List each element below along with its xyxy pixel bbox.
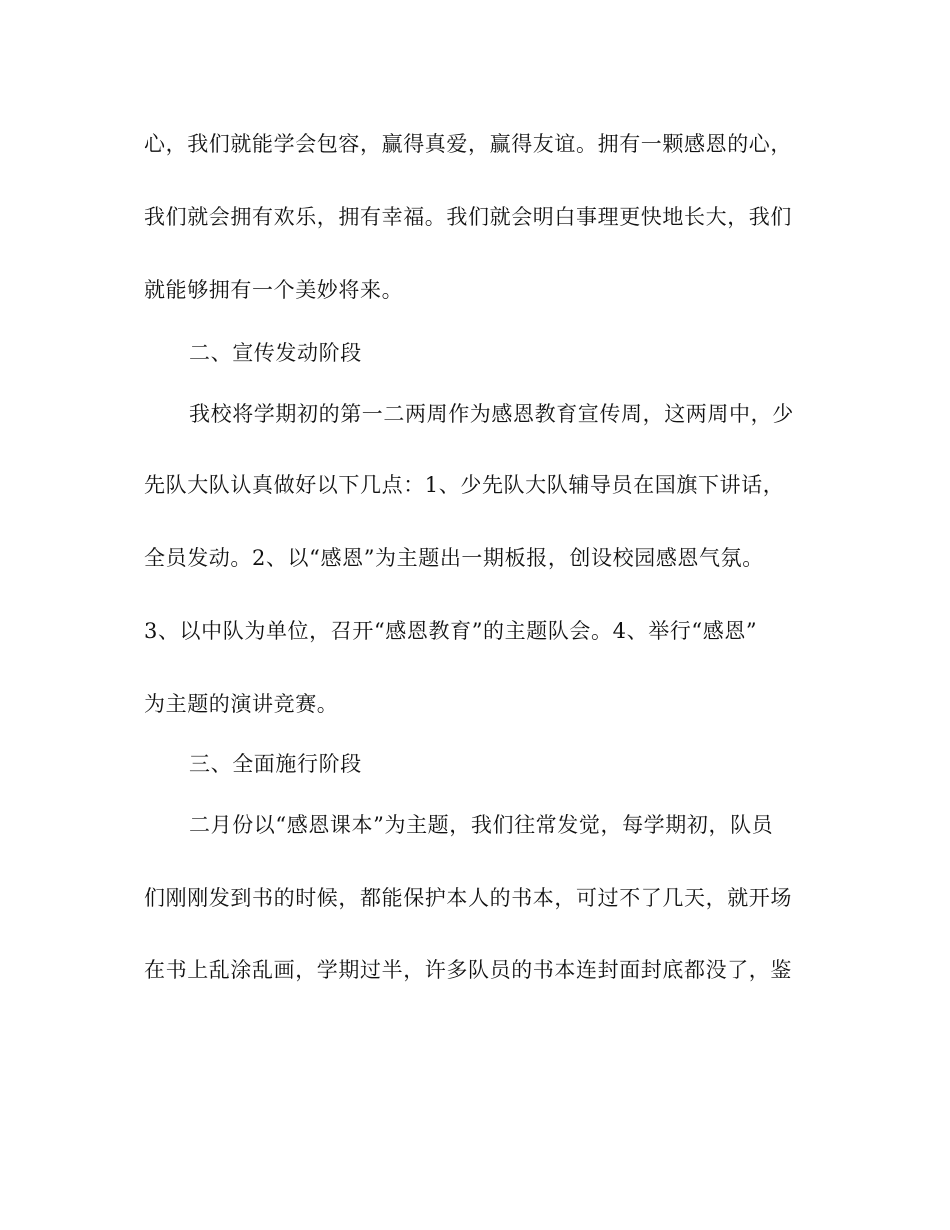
paragraph-line: 先队大队认真做好以下几点：1、少先队大队辅导员在国旗下讲话， (144, 473, 785, 497)
section-heading: 三、全面施行阶段 (189, 752, 362, 776)
section-heading: 二、宣传发动阶段 (189, 341, 362, 365)
paragraph-line: 3、以中队为单位，召开“感恩教育”的主题队会。4、举行“感恩” (144, 619, 758, 643)
paragraph-line: 全员发动。2、以“感恩”为主题出一期板报，创设校园感恩气氛。 (144, 546, 764, 570)
paragraph-line: 我们就会拥有欢乐，拥有幸福。我们就会明白事理更快地长大，我们 (144, 205, 792, 229)
paragraph-line: 我校将学期初的第一二两周作为感恩教育宣传周，这两周中，少 (189, 402, 794, 426)
paragraph-line: 们刚刚发到书的时候，都能保护本人的书本，可过不了几天，就开场 (144, 886, 792, 910)
paragraph-line: 二月份以“感恩课本”为主题，我们往常发觉，每学期初，队员 (189, 813, 774, 837)
paragraph-line: 就能够拥有一个美妙将来。 (144, 278, 404, 302)
paragraph-line: 为主题的演讲竞赛。 (144, 692, 339, 716)
paragraph-line: 心，我们就能学会包容，赢得真爱，赢得友谊。拥有一颗感恩的心， (144, 132, 792, 156)
paragraph-line: 在书上乱涂乱画，学期过半，许多队员的书本连封面封底都没了，鉴 (144, 958, 792, 982)
